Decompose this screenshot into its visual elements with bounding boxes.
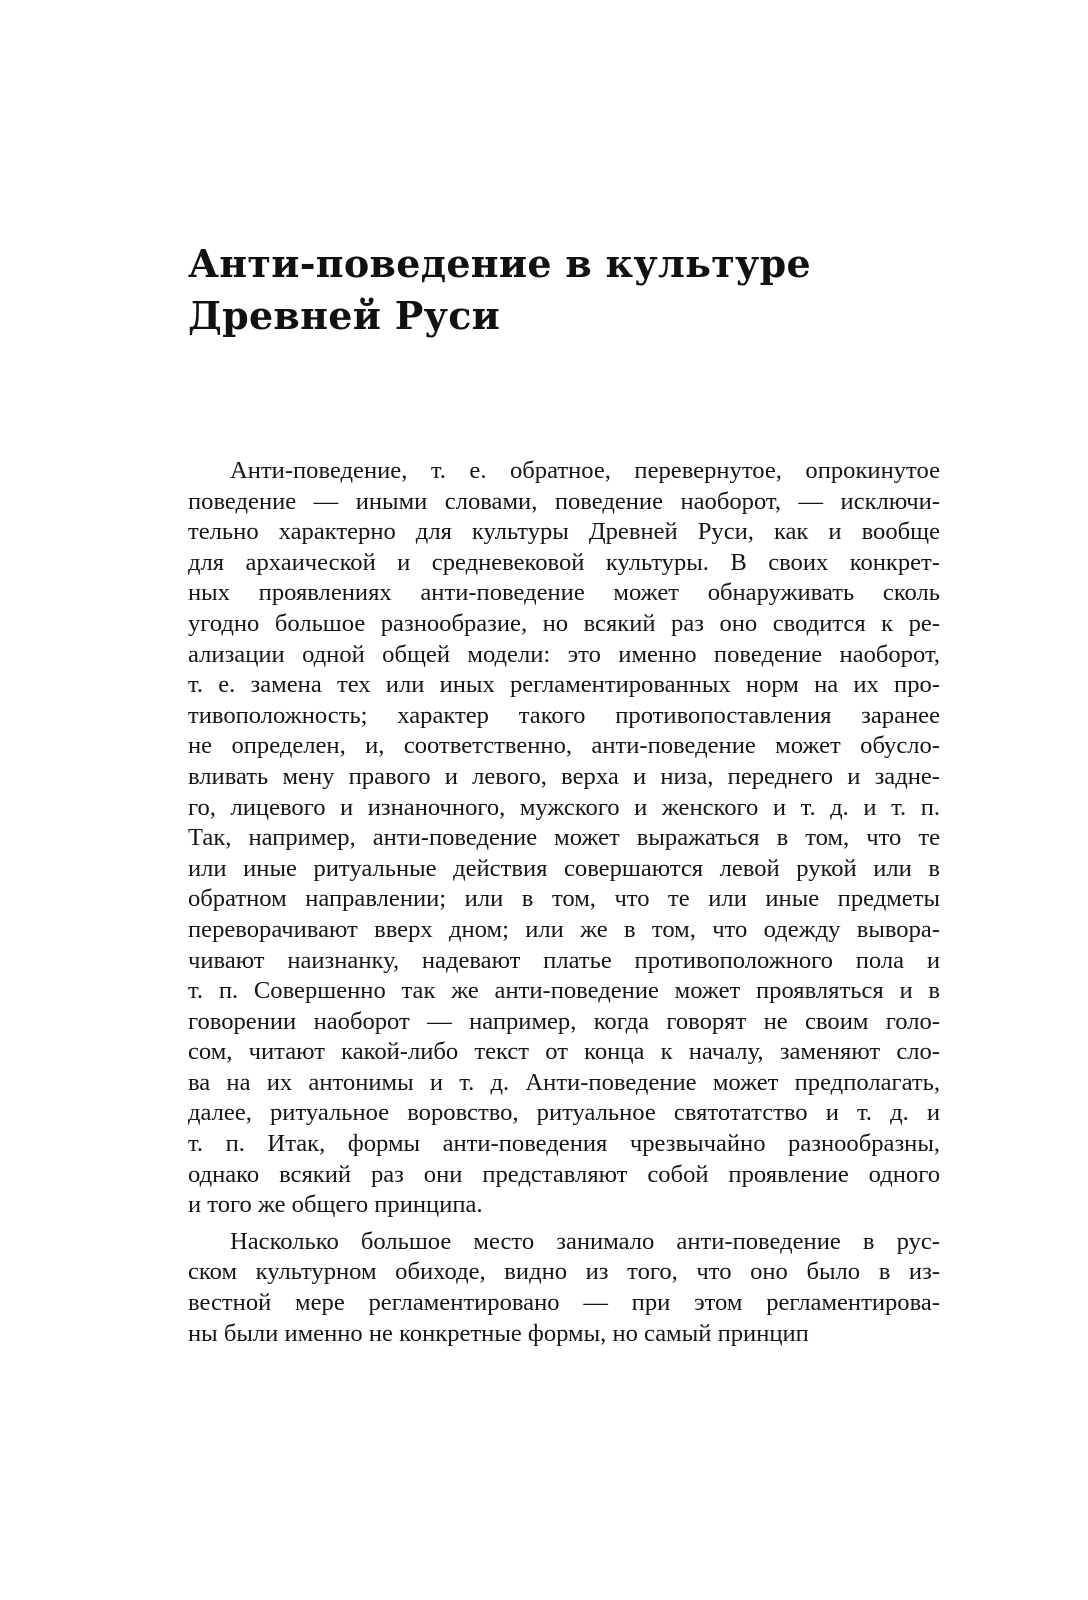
chapter-title-line: Древней Руси <box>188 293 501 338</box>
text-line: поведение — иными словами, поведение наоборот, — исключи- <box>188 487 940 515</box>
text-line: не определен, и, соответственно, анти-поведение может обусло- <box>188 732 940 760</box>
text-line: сом, читают какой-либо текст от конца к началу, заменяют сло- <box>188 1038 940 1066</box>
text-line: для архаической и средневековой культуры. В своих конкрет- <box>188 548 940 576</box>
paragraph <box>188 456 940 1221</box>
text-line: обратном направлении; или в том, что те или иные предметы <box>188 885 940 913</box>
text-line: ны были именно не конкретные формы, но самый принцип <box>188 1319 809 1347</box>
text-line: т. п. Совершенно так же анти-поведение может проявляться и в <box>188 977 940 1005</box>
text-line: переворачивают вверх дном; или же в том, что одежду вывора- <box>188 915 940 943</box>
text-line: и того же общего принципа. <box>188 1191 483 1219</box>
text-line: вестной мере регламентировано — при этом регламентирова- <box>188 1289 940 1317</box>
text-line: Насколько большое место занимало анти-поведение в рус- <box>230 1227 940 1255</box>
text-line: го, лицевого и изнаночного, мужского и женского и т. д. и т. п. <box>188 793 940 821</box>
chapter-title-line: Анти-поведение в культуре <box>188 241 812 286</box>
text-line: тельно характерно для культуры Древней Руси, как и вообще <box>188 518 940 546</box>
text-line: вливать мену правого и левого, верха и низа, переднего и задне- <box>188 762 940 790</box>
text-line: ва на их антонимы и т. д. Анти-поведение может предполагать, <box>188 1068 940 1096</box>
body-text <box>188 456 940 1349</box>
text-line: тивоположность; характер такого противопоставления заранее <box>188 701 940 729</box>
text-line: далее, ритуальное воровство, ритуальное святотатство и т. д. и <box>188 1099 940 1127</box>
text-line: ализации одной общей модели: это именно поведение наоборот, <box>188 640 940 668</box>
text-line: угодно большое разнообразие, но всякий раз оно сводится к ре- <box>188 609 940 637</box>
chapter-title <box>188 238 948 342</box>
text-line: ных проявлениях анти-поведение может обнаруживать сколь <box>188 579 940 607</box>
text-line: т. е. замена тех или иных регламентированных норм на их про- <box>188 671 940 699</box>
text-line: однако всякий раз они представляют собой проявление одного <box>188 1160 940 1188</box>
paragraph <box>188 1227 940 1349</box>
text-line: чивают наизнанку, надевают платье противоположного пола и <box>188 946 940 974</box>
text-line: Анти-поведение, т. е. обратное, перевернутое, опрокинутое <box>230 457 940 484</box>
text-line: Так, например, анти-поведение может выражаться в том, что те <box>188 824 940 852</box>
text-line: говорении наоборот — например, когда говорят не своим голо- <box>188 1007 940 1035</box>
text-line: ском культурном обиходе, видно из того, что оно было в из- <box>188 1258 940 1286</box>
text-line: или иные ритуальные действия совершаются левой рукой или в <box>188 854 940 882</box>
text-line: т. п. Итак, формы анти-поведения чрезвычайно разнообразны, <box>188 1130 940 1158</box>
